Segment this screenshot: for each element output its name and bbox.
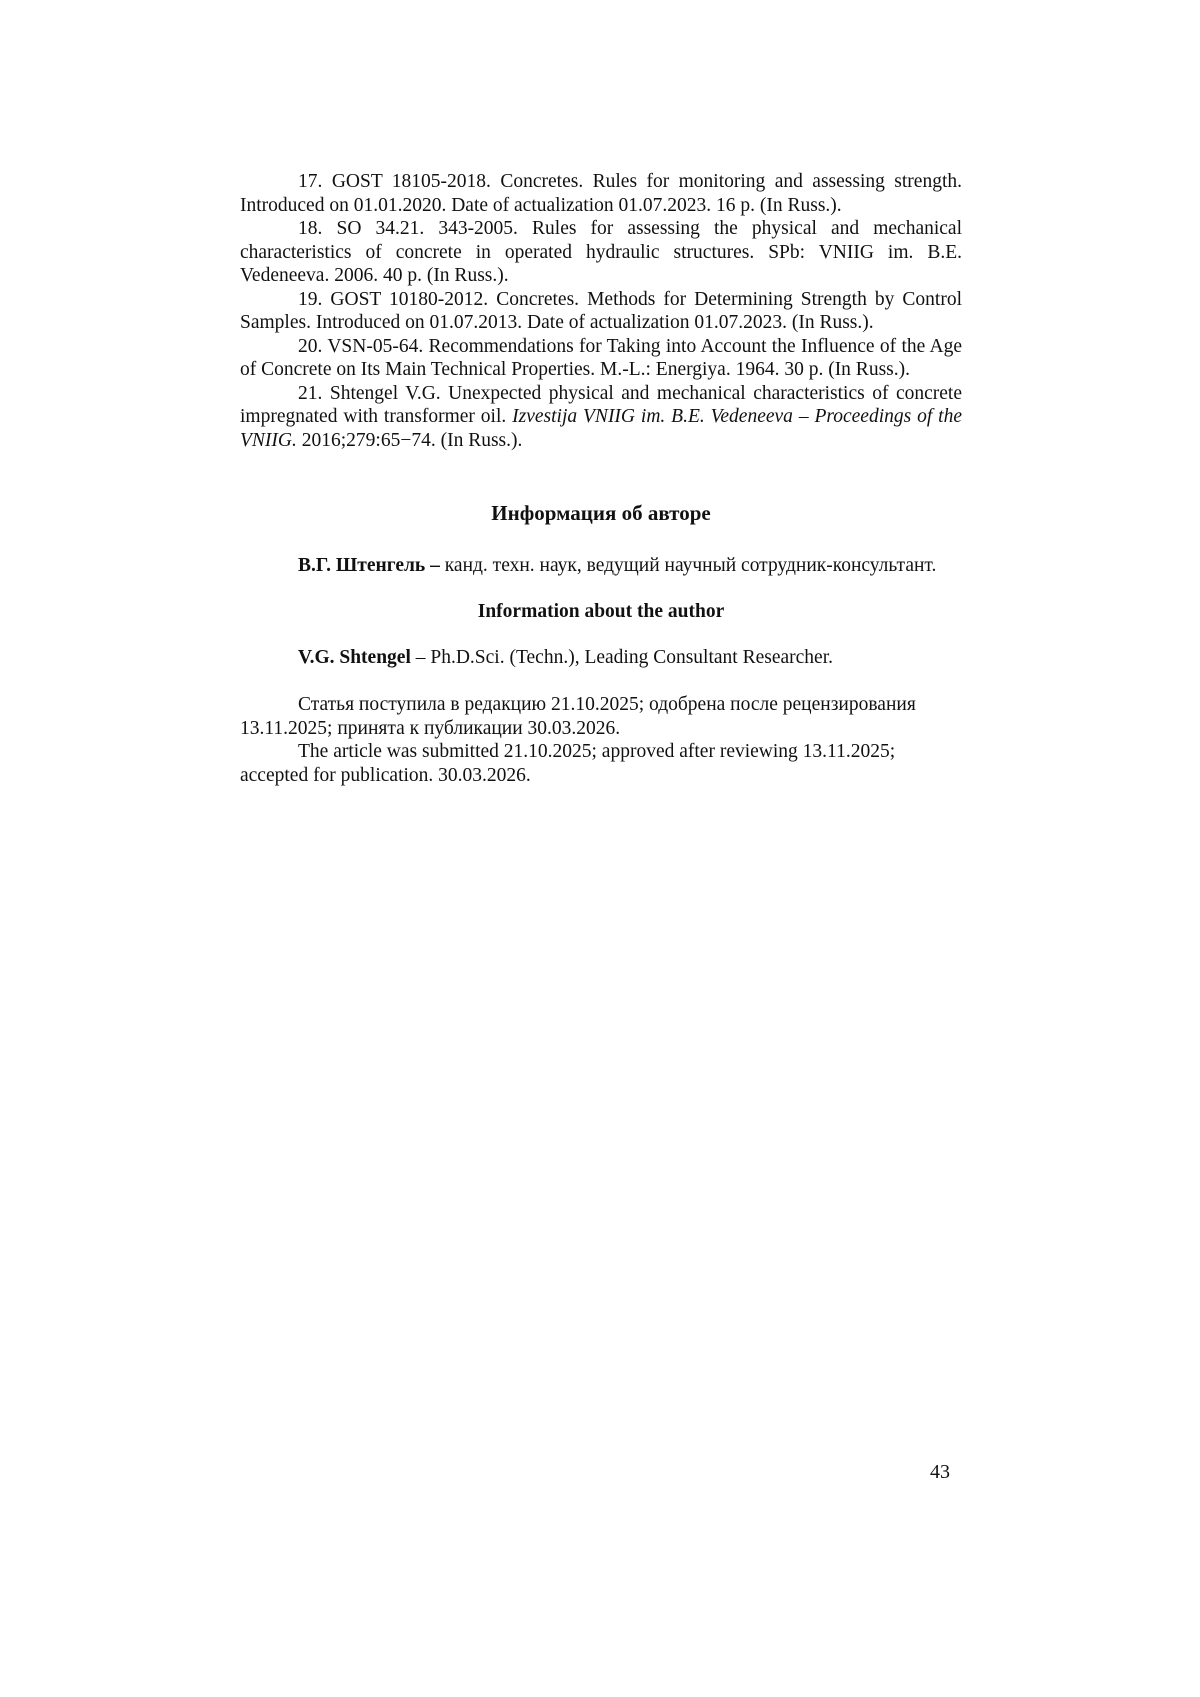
reference-number: 20. bbox=[298, 335, 323, 357]
article-dates-en: The article was submitted 21.10.2025; approved after reviewing 13.11.2025; accepted for publication. 30.03.2026. bbox=[240, 741, 896, 786]
author-name-en: V.G. Shtengel bbox=[298, 647, 411, 668]
author-details-ru: канд. техн. наук, ведущий научный сотрудник-консультант. bbox=[439, 555, 937, 576]
author-info-en bbox=[240, 646, 962, 670]
reference-number: 19. bbox=[298, 288, 323, 310]
author-details-en: – Ph.D.Sci. (Techn.), Leading Consultant Researcher. bbox=[410, 647, 833, 668]
reference-text: SO 34.21. 343-2005. Rules for assessing the physical and mechanical characteristics of concrete in operated hydraulic structures. SPb: VNIIG im. B.E. Vedeneeva. 2006. 40 p. (In Russ.). bbox=[240, 218, 963, 286]
reference-list bbox=[240, 170, 962, 452]
reference-text: GOST 18105-2018. Concretes. Rules for monitoring and assessing strength. Introduced on 01.01.2020. Date of actualization 01.07.2023. 16 p. (In Russ.). bbox=[240, 171, 963, 216]
author-name-ru: В.Г. Штенгель – bbox=[298, 555, 440, 576]
page-number: 43 bbox=[930, 1461, 950, 1483]
reference-number: 18. bbox=[298, 218, 323, 239]
reference-text: Shtengel V.G. Unexpected physical and mechanical characteristics of concrete impregnated with transformer oil. bbox=[240, 382, 962, 427]
article-dates bbox=[240, 693, 962, 787]
reference-item bbox=[240, 382, 962, 453]
author-info-heading-ru: Информация об авторе bbox=[491, 501, 711, 525]
reference-text-end: 2016;279:65−74. (In Russ.). bbox=[296, 429, 523, 451]
reference-number: 17. bbox=[298, 171, 323, 192]
reference-item bbox=[240, 288, 962, 335]
author-info-ru bbox=[240, 554, 962, 578]
article-dates-ru: Статья поступила в редакцию 21.10.2025; одобрена после рецензирования 13.11.2025; принята к публикации 30.03.2026. bbox=[240, 694, 916, 739]
reference-item bbox=[240, 335, 962, 382]
reference-number: 21. bbox=[298, 382, 323, 404]
reference-item bbox=[240, 217, 962, 288]
reference-item bbox=[240, 170, 962, 217]
author-info-heading-en: Information about the author bbox=[477, 601, 725, 622]
reference-text: VSN-05-64. Recommendations for Taking into Account the Influence of the Age of Concrete on Its Main Technical Properties. M.-L.: Energiya. 1964. 30 p. (In Russ.). bbox=[240, 335, 962, 380]
reference-journal-title: Izvestija VNIIG im. B.E. Vedeneeva – Proceedings of the VNIIG. bbox=[240, 406, 962, 451]
reference-text: GOST 10180-2012. Concretes. Methods for Determining Strength by Control Samples. Introduced on 01.07.2013. Date of actualization 01.07.2023. (In Russ.). bbox=[240, 288, 962, 333]
